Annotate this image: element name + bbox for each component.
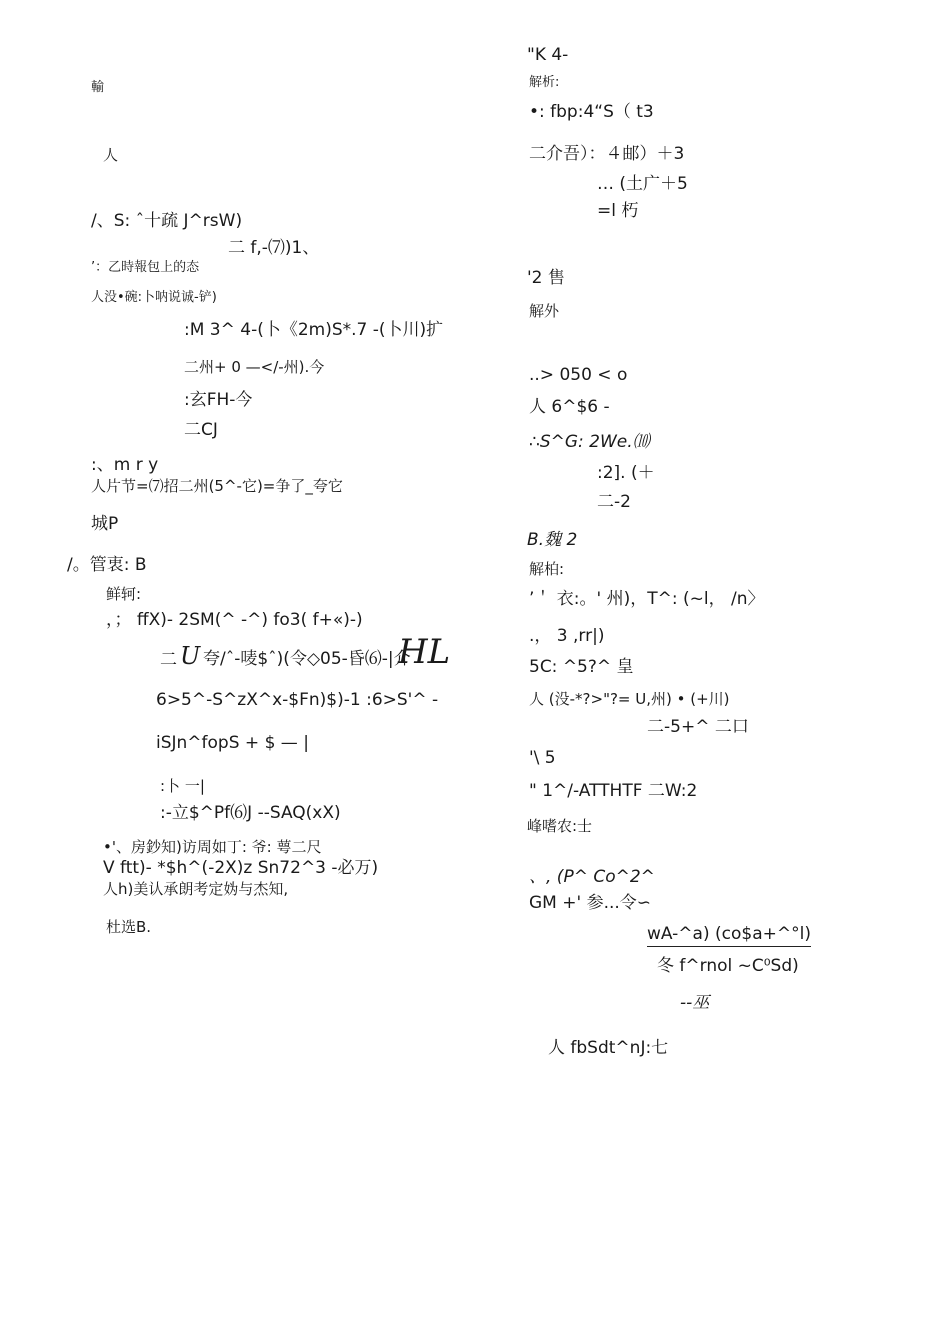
left-text-line: V ftt)- *$h^(-2X)z Sn72^3 -必万)	[103, 858, 379, 878]
right-text-line: 冬 f^rnol ~C⁰Sd)	[657, 956, 799, 976]
left-text-line: ’：乙時報包上的态	[91, 260, 200, 275]
right-text-line: •: fbp:4“S（ t3	[529, 102, 654, 122]
left-text-line: 二CJ	[184, 420, 218, 440]
left-text-line: ，； ffX)- 2SM(^ -^) fo3( f+«)-)	[106, 610, 363, 630]
right-text-line: 二-5+^ 二口	[647, 717, 749, 737]
right-text-line: 、, (P^ Co^2^	[529, 867, 655, 887]
left-text-line: :卜 一|	[160, 777, 205, 795]
right-text-line: 人 6^$6 -	[529, 397, 610, 417]
left-text-line: 鲜轲:	[106, 585, 142, 603]
left-text-line: :-立$^Pf⑹J --SAQ(xX)	[160, 803, 341, 823]
left-text-line: 二	[160, 650, 177, 670]
left-text-line: 人h)美认承朗考定妫与杰知,	[103, 880, 289, 898]
left-text-line: 輸	[91, 80, 105, 95]
right-text-line: 解外	[529, 302, 560, 320]
right-text-line: 5C: ^5?^ 皇	[529, 657, 634, 677]
right-text-line: ’＇ 衣:。' 州)，T^: (~l， /n〉	[529, 589, 765, 609]
left-text-line: U	[180, 642, 201, 670]
left-text-line: 人没•碗:卜呐说诚-铲)	[91, 290, 217, 305]
right-text-line: ..> 050 < o	[529, 365, 628, 385]
right-text-line: " 1^/-ATTHTF 二W:2	[529, 781, 698, 801]
left-text-line: 城P	[91, 514, 119, 534]
left-text-line: 二 f,-⑺)1、	[228, 238, 320, 258]
left-text-line: 夸/ˆ-唛$ˆ)(令◇05-昏⑹-|介	[203, 649, 411, 669]
left-text-line: /、S: ˆ十疏 J^rsW)	[91, 211, 243, 231]
right-text-line: GM +' 参...令∽	[529, 893, 652, 913]
right-text-line: ∴S^G: 2We.⑽	[529, 432, 650, 452]
right-text-line: .， 3 ,rr|)	[529, 626, 605, 646]
left-text-line: 杜选B.	[106, 918, 152, 936]
right-text-line: :2]. (＋	[597, 463, 655, 483]
left-text-line: •'、房鈔知)访周如丁: 爷: 萼二尺	[103, 838, 322, 856]
left-text-line: :、m r y	[91, 455, 159, 475]
right-text-line: wA-^a) (co$a+^°l)	[647, 924, 811, 947]
left-text-line: :M 3^ 4-(卜《2m)S*.7 -(卜川)扩	[184, 320, 444, 340]
left-text-line: 6>5^-S^zX^x-$Fn)$)-1 :6>S'^ -	[156, 690, 439, 710]
right-text-line: 解柏:	[529, 560, 565, 578]
right-text-line: '2 售	[527, 268, 565, 288]
right-text-line: 峰嗜农:士	[527, 817, 593, 835]
left-text-line: :玄FH-今	[184, 390, 253, 410]
right-text-line: 二-2	[597, 492, 631, 512]
right-text-line: --巫	[680, 993, 710, 1013]
left-text-line: 人片节=⑺招二州(5^-它)=争了_夸它	[91, 477, 343, 495]
right-text-line: B.魏 2	[527, 530, 578, 550]
right-text-line: 人 (没-*?>"?= U,州) • (+川)	[529, 690, 730, 708]
left-text-line: 人	[103, 146, 119, 164]
right-text-line: 二介吾）：４邮）＋3	[529, 144, 685, 164]
left-text-line: HL	[398, 632, 451, 672]
left-text-line: 二州+ 0 —</-州).今	[184, 358, 325, 376]
right-text-line: … (土广＋5	[597, 174, 688, 194]
right-text-line: "K 4-	[527, 45, 569, 65]
right-text-line: =l 朽	[597, 201, 639, 221]
left-text-line: iSJn^fopS + $ — |	[156, 733, 309, 753]
left-text-line: /。管衷: B	[67, 555, 147, 575]
right-text-line: 解析:	[529, 75, 560, 90]
right-text-line: 人 fbSdt^nJ:七	[548, 1038, 669, 1058]
right-text-line: '\ 5	[529, 748, 556, 768]
